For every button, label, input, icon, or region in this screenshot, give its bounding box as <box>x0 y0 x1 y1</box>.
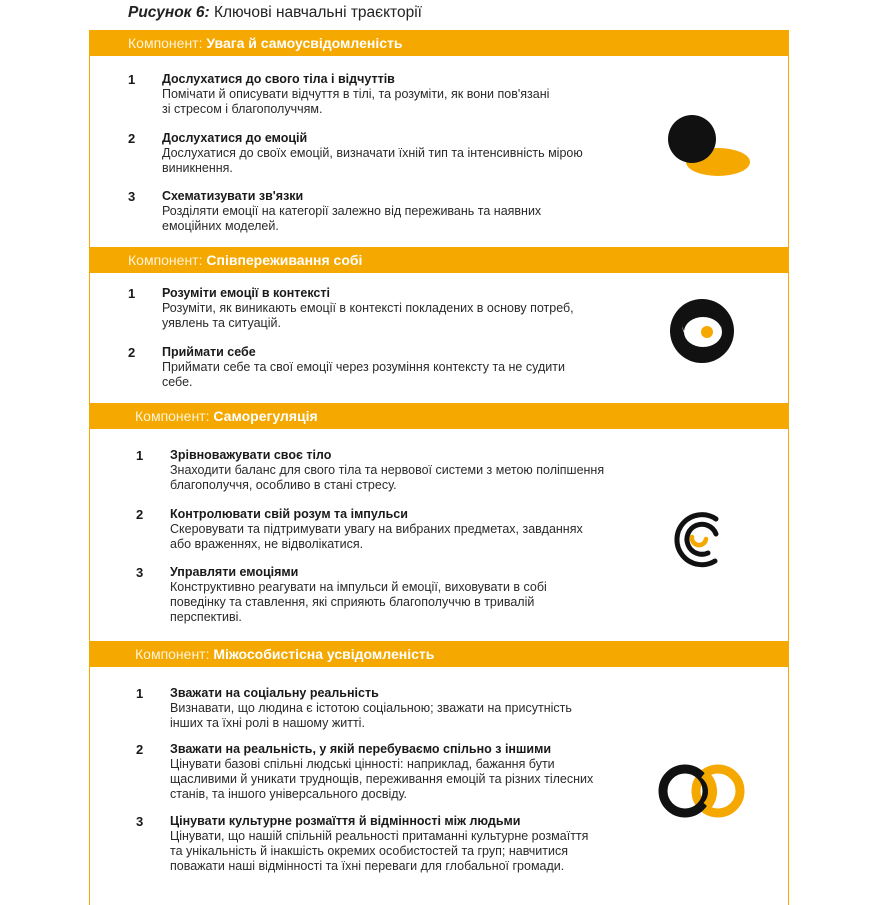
item-desc-line: станів, та іншого універсального досвіду. <box>170 787 408 801</box>
item-number: 2 <box>136 507 144 522</box>
item-desc-line: щасливими й уникати труднощів, переживання емоцій та різних тілесних <box>170 772 594 786</box>
item-title: Приймати себе <box>162 345 256 359</box>
item-number: 3 <box>128 189 136 204</box>
item-number: 1 <box>136 448 144 463</box>
item-desc-line: Розуміти, як виникають емоції в контексті покладених в основу потреб, <box>162 301 574 315</box>
list-item <box>170 686 690 731</box>
section-name: Увага й самоусвідомленість <box>206 35 403 51</box>
figure-title: Ключові навчальні траєкторії <box>213 4 422 21</box>
item-number: 3 <box>136 814 144 829</box>
list-item <box>162 131 682 176</box>
section-name: Співпереживання собі <box>206 252 363 268</box>
section-header-self-compassion <box>89 247 789 273</box>
spiral-icon <box>668 507 730 571</box>
list-item <box>162 286 682 331</box>
item-desc-line: Конструктивно реагувати на імпульси й емоції, виховувати в собі <box>170 580 547 594</box>
item-desc-line: та унікальність й інакшість окремих особистостей та груп; навчитися <box>170 844 568 858</box>
figure-caption <box>128 4 422 22</box>
item-desc-line: емоційних моделей. <box>162 219 279 233</box>
section-prefix: Компонент: <box>128 252 207 268</box>
item-desc-line: Цінувати базові спільні людські цінності: наприклад, бажання бути <box>170 757 555 771</box>
list-item <box>170 507 690 552</box>
item-desc-line: виникнення. <box>162 161 233 175</box>
item-desc-line: Дослухатися до своїх емоцій, визначати їхній тип та інтенсивність мірою <box>162 146 583 160</box>
section-prefix: Компонент: <box>135 646 214 662</box>
item-desc-line: уявлень та ситуацій. <box>162 316 281 330</box>
section-name: Міжособистісна усвідомленість <box>213 646 435 662</box>
item-number: 1 <box>128 72 136 87</box>
section-header-self-regulation <box>89 403 789 429</box>
list-item <box>162 72 682 117</box>
list-item <box>170 814 690 874</box>
item-number: 2 <box>128 345 136 360</box>
list-item <box>170 448 690 493</box>
item-title: Цінувати культурне розмаїття й відмінності між людьми <box>170 814 521 828</box>
interlocking-rings-icon <box>656 762 748 822</box>
item-desc-line: поважати наші відмінності та їхні переваги для глобальної громади. <box>170 859 565 873</box>
item-number: 3 <box>136 565 144 580</box>
item-desc-line: поведінку та ставлення, які сприяють благополуччю в тривалій <box>170 595 535 609</box>
item-desc-line: Цінувати, що нашій спільній реальності притаманні культурне розмаїття <box>170 829 589 843</box>
item-title: Контролювати свій розум та імпульси <box>170 507 408 521</box>
item-title: Зважати на реальність, у якій перебуваємо спільно з іншими <box>170 742 552 756</box>
list-item <box>162 189 682 234</box>
item-title: Дослухатися до емоцій <box>162 131 308 145</box>
list-item <box>162 345 682 390</box>
item-desc-line: благополуччя, особливо в стані стресу. <box>170 478 397 492</box>
section-header-attention <box>89 30 789 56</box>
dot-with-shadow-icon <box>662 112 754 182</box>
item-desc-line: інших та їхні ролі в нашому житті. <box>170 716 365 730</box>
figure-label: Рисунок 6: <box>128 4 210 21</box>
item-number: 1 <box>136 686 144 701</box>
item-desc-line: Розділяти емоції на категорії залежно від переживань та наявних <box>162 204 542 218</box>
circle-embrace-icon <box>668 297 738 367</box>
item-title: Зрівноважувати своє тіло <box>170 448 332 462</box>
section-prefix: Компонент: <box>135 408 214 424</box>
item-number: 1 <box>128 286 136 301</box>
item-desc-line: Приймати себе та свої емоції через розуміння контексту та не судити <box>162 360 565 374</box>
item-desc-line: перспективі. <box>170 610 242 624</box>
item-desc-line: Скеровувати та підтримувати увагу на вибраних предметах, завданнях <box>170 522 583 536</box>
list-item <box>170 742 690 802</box>
section-name: Саморегуляція <box>213 408 318 424</box>
list-item <box>170 565 690 625</box>
item-desc-line: Знаходити баланс для свого тіла та нервової системи з метою поліпшення <box>170 463 605 477</box>
item-desc-line: Помічати й описувати відчуття в тілі, та розуміти, як вони пов'язані <box>162 87 550 101</box>
item-desc-line: зі стресом і благополуччям. <box>162 102 323 116</box>
item-title: Управляти емоціями <box>170 565 299 579</box>
item-title: Дослухатися до свого тіла і відчуттів <box>162 72 395 86</box>
item-desc-line: Визнавати, що людина є істотою соціальною; зважати на присутність <box>170 701 572 715</box>
item-title: Розуміти емоції в контексті <box>162 286 330 300</box>
item-title: Зважати на соціальну реальність <box>170 686 379 700</box>
item-number: 2 <box>136 742 144 757</box>
item-desc-line: себе. <box>162 375 193 389</box>
item-title: Схематизувати зв'язки <box>162 189 304 203</box>
section-prefix: Компонент: <box>128 35 207 51</box>
item-number: 2 <box>128 131 136 146</box>
section-header-interpersonal <box>89 641 789 667</box>
item-desc-line: або враженнях, не відволікатися. <box>170 537 364 551</box>
